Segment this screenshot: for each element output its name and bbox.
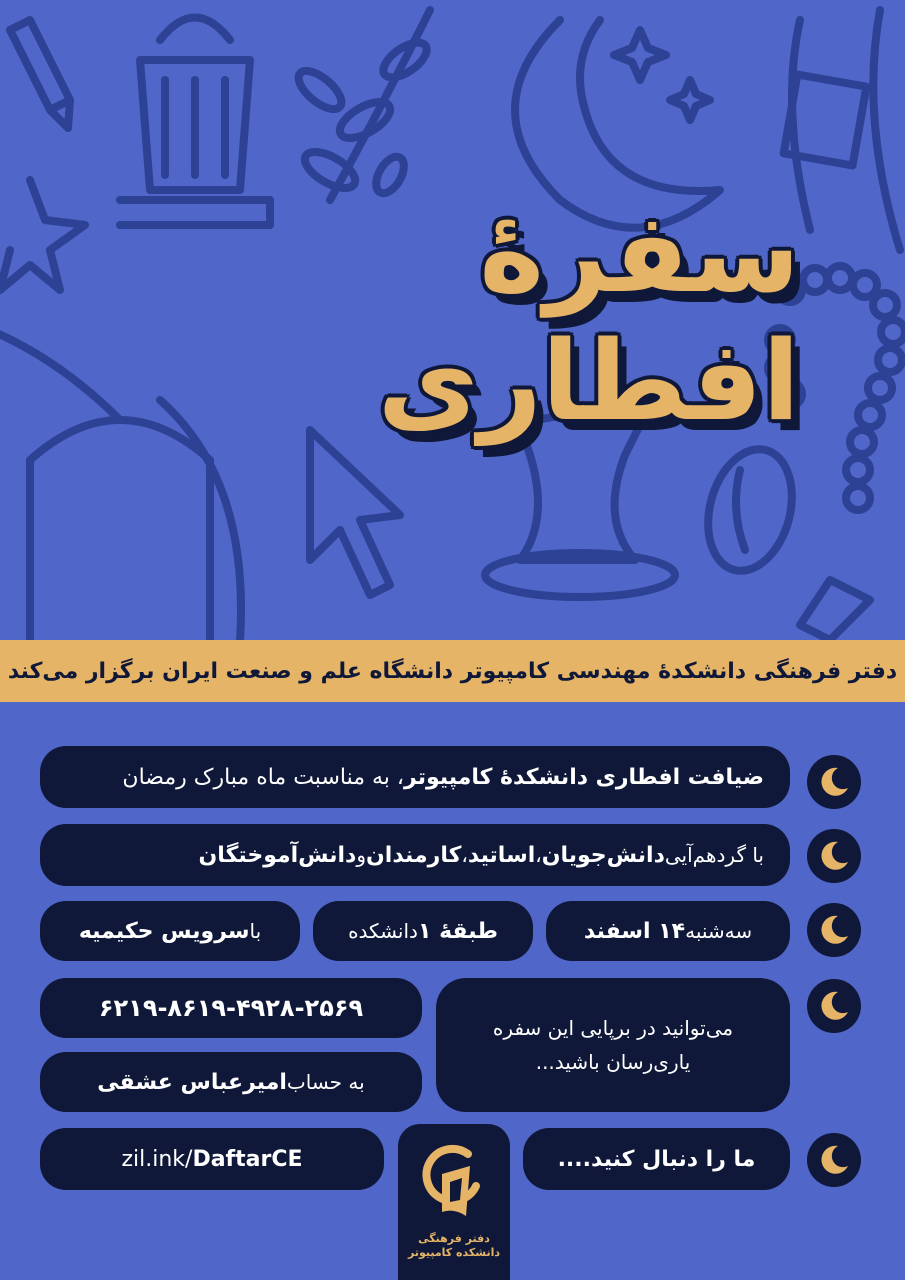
support-pill xyxy=(436,978,790,1112)
service-pill xyxy=(40,901,300,961)
feast-bold-text: ضیافت افطاری دانشکدهٔ کامپیوتر xyxy=(404,764,764,790)
organizer-banner: دفتر فرهنگی دانشکدهٔ مهندسی کامپیوتر دانشگاه علم و صنعت ایران برگزار می‌کند xyxy=(0,640,905,702)
crescent-moon-icon xyxy=(816,1142,852,1178)
gathering-staff: کارمندان xyxy=(366,842,462,868)
gathering-students: دانش‌جویان xyxy=(541,842,665,868)
crescent-moon-icon xyxy=(816,764,852,800)
date-bold: ۱۴ اسفند xyxy=(583,918,686,944)
gathering-professors: اساتید xyxy=(467,842,536,868)
event-title: سفرهٔ افطاری xyxy=(377,189,800,445)
cursor-arrow-icon xyxy=(310,430,400,595)
location-pill xyxy=(313,901,533,961)
logo-text xyxy=(398,1232,510,1260)
date-fruit-icon xyxy=(695,440,804,580)
crescent-moon-bullet xyxy=(807,979,861,1033)
pen-icon xyxy=(800,580,870,640)
service-bold: سرویس حکیمیه xyxy=(78,918,250,944)
gathering-pill xyxy=(40,824,790,886)
frame-decoration-icon xyxy=(784,10,900,250)
support-line2: یاری‌رسان باشید... xyxy=(535,1050,691,1074)
link-pill[interactable] xyxy=(40,1128,384,1190)
support-line1: می‌توانید در برپایی این سفره xyxy=(492,1016,734,1040)
crescent-moon-icon xyxy=(816,988,852,1024)
gathering-sep2: ، xyxy=(461,843,468,867)
pencil-icon xyxy=(10,20,70,128)
logo-line2: دانشکده کامپیوتر xyxy=(407,1246,500,1259)
crescent-moon-icon xyxy=(816,838,852,874)
cultural-office-logo xyxy=(398,1124,510,1280)
feast-rest-text: ، به مناسبت ماه مبارک رمضان xyxy=(122,764,405,790)
crescent-moon-bullet xyxy=(807,1133,861,1187)
crescent-moon-bullet xyxy=(807,829,861,883)
gathering-sep1: ، xyxy=(535,843,542,867)
link-domain[interactable]: zil.ink/ xyxy=(121,1146,193,1172)
location-bold: طبقهٔ ۱ xyxy=(417,918,498,944)
card-number[interactable]: ۶۲۱۹-۸۶۱۹-۴۹۲۸-۲۵۶۹ xyxy=(98,994,364,1022)
crescent-moon-icon xyxy=(816,912,852,948)
gathering-prefix: با گردهم‌آیی xyxy=(664,843,764,867)
service-prefix: با xyxy=(249,919,262,943)
star-icon xyxy=(0,180,85,290)
crescent-moon-bullet xyxy=(807,903,861,957)
crescent-moon-bullet xyxy=(807,755,861,809)
account-holder: امیرعباس عشقی xyxy=(97,1069,287,1095)
leaf-branch-icon xyxy=(292,10,432,200)
feast-pill xyxy=(40,746,790,808)
card-number-pill xyxy=(40,978,422,1038)
account-pill xyxy=(40,1052,422,1112)
gathering-alumni: دانش‌آموختگان xyxy=(198,842,357,868)
location-rest: دانشکده xyxy=(348,919,418,943)
link-handle[interactable]: DaftarCE xyxy=(192,1146,303,1172)
account-prefix: به حساب xyxy=(286,1070,365,1094)
follow-text: ما را دنبال کنید.... xyxy=(557,1146,756,1172)
date-prefix: سه‌شنبه xyxy=(685,919,753,943)
gathering-and: و xyxy=(356,843,367,867)
date-pill xyxy=(546,901,790,961)
logo-line1: دفتر فرهنگی xyxy=(418,1232,490,1245)
follow-pill xyxy=(523,1128,790,1190)
logo-mark-icon xyxy=(398,1124,510,1230)
